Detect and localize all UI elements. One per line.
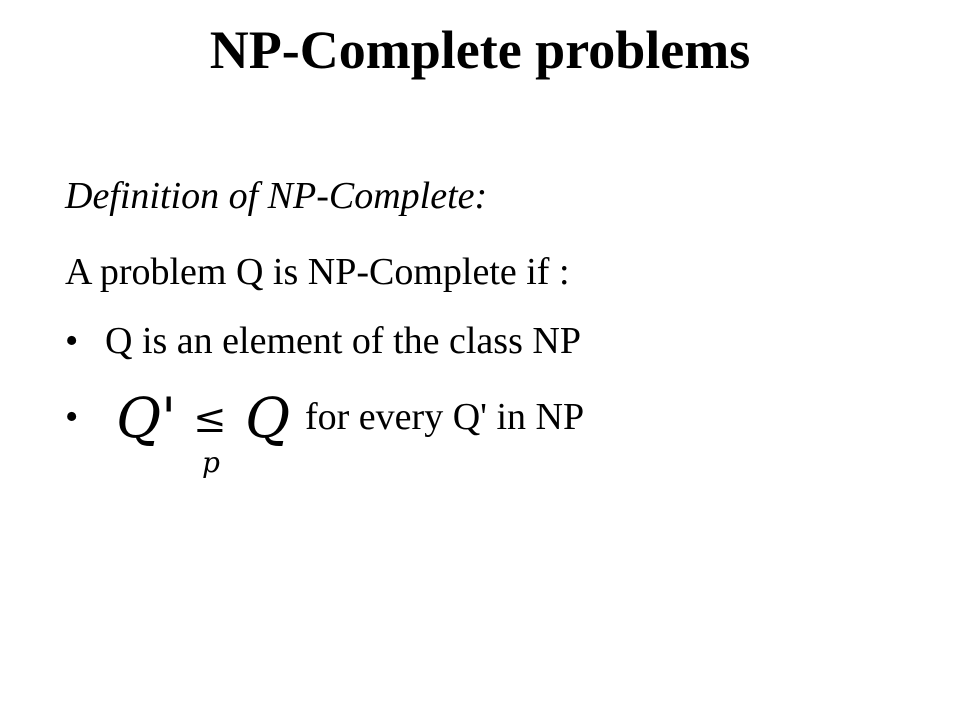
bullet-point-2: • [65,396,79,438]
formula-q: Q [245,386,291,450]
definition-heading: Definition of NP-Complete: [65,175,488,217]
formula-leq-symbol: ≤ [193,396,227,442]
formula-q-prime: Q' [116,386,177,450]
bullet-point-1: • [65,320,79,362]
definition-statement: A problem Q is NP-Complete if : [65,251,570,293]
reduction-formula-svg [100,380,300,480]
slide-title: NP-Complete problems [209,20,751,80]
reduction-formula [100,380,300,480]
bullet-item-1-text: Q is an element of the class NP [105,320,581,362]
bullet-item-2-text: for every Q' in NP [305,396,585,438]
formula-subscript-p: p [202,446,220,479]
